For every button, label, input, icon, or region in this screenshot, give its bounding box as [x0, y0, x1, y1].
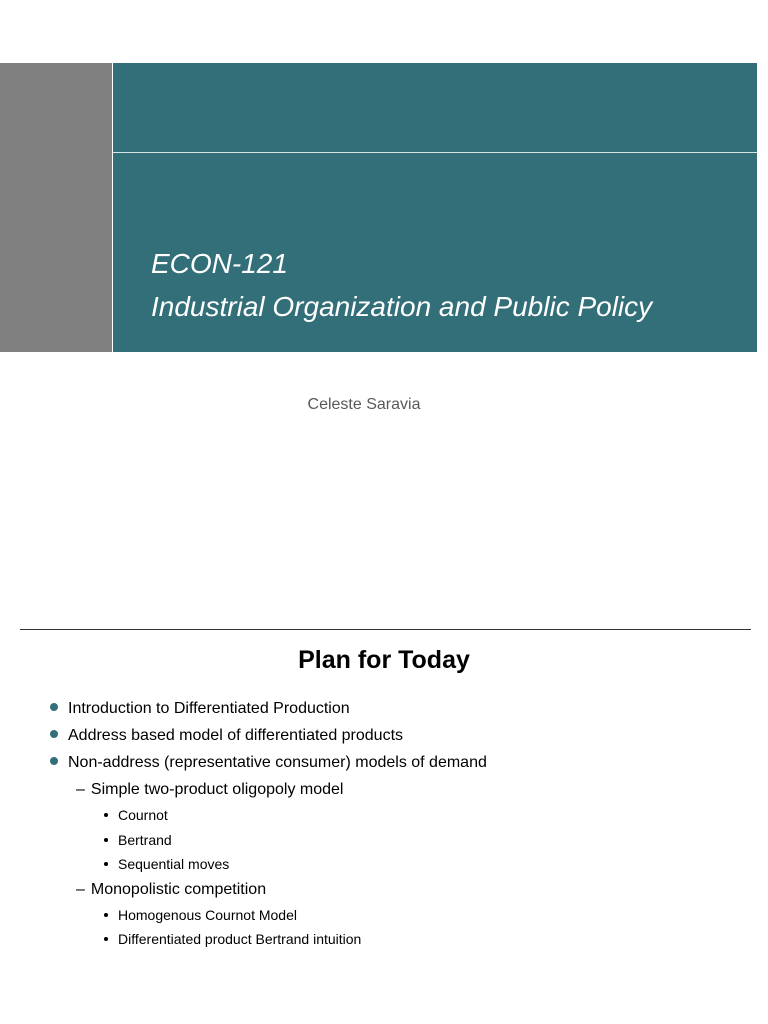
bullet-dot-icon — [104, 838, 108, 842]
outline-item-text: Homogenous Cournot Model — [118, 907, 297, 923]
outline-subitem — [76, 781, 343, 799]
outline-subitem — [76, 881, 266, 899]
outline-subsubitem — [104, 832, 172, 848]
outline-subsubitem — [104, 856, 229, 872]
slide-separator — [20, 629, 751, 630]
plan-heading: Plan for Today — [298, 646, 470, 674]
outline-item-text: Simple two-product oligopoly model — [90, 781, 344, 798]
bullet-dot-icon — [50, 703, 58, 711]
outline-item-text: Differentiated product Bertrand intuition — [118, 931, 362, 947]
outline-item — [50, 700, 350, 718]
author-name: Celeste Saravia — [307, 396, 421, 413]
outline-item-text: Address based model of differentiated products — [68, 727, 404, 744]
outline-item-text: Monopolistic competition — [90, 881, 267, 898]
bullet-dot-icon — [104, 862, 108, 866]
outline-item-text: Non-address (representative consumer) models of demand — [68, 754, 487, 771]
outline-subsubitem — [104, 907, 297, 923]
outline-item — [50, 754, 487, 772]
course-code: ECON-121 — [151, 248, 288, 279]
outline-item-text: Cournot — [118, 807, 168, 823]
bullet-dot-icon — [104, 813, 108, 817]
dash-bullet-icon: – — [76, 881, 85, 898]
gray-side-bar — [0, 63, 112, 352]
bullet-dot-icon — [50, 757, 58, 765]
course-title: Industrial Organization and Public Policy — [151, 291, 653, 322]
outline-subsubitem — [104, 931, 361, 947]
banner-divider — [113, 152, 757, 153]
bullet-dot-icon — [104, 913, 108, 917]
outline-subsubitem — [104, 807, 168, 823]
dash-bullet-icon: – — [76, 781, 85, 798]
outline-item-text: Bertrand — [118, 832, 172, 848]
outline-item — [50, 727, 403, 745]
outline-item-text: Introduction to Differentiated Production — [68, 700, 350, 717]
bullet-dot-icon — [50, 730, 58, 738]
bullet-dot-icon — [104, 937, 108, 941]
outline-item-text: Sequential moves — [118, 856, 230, 872]
